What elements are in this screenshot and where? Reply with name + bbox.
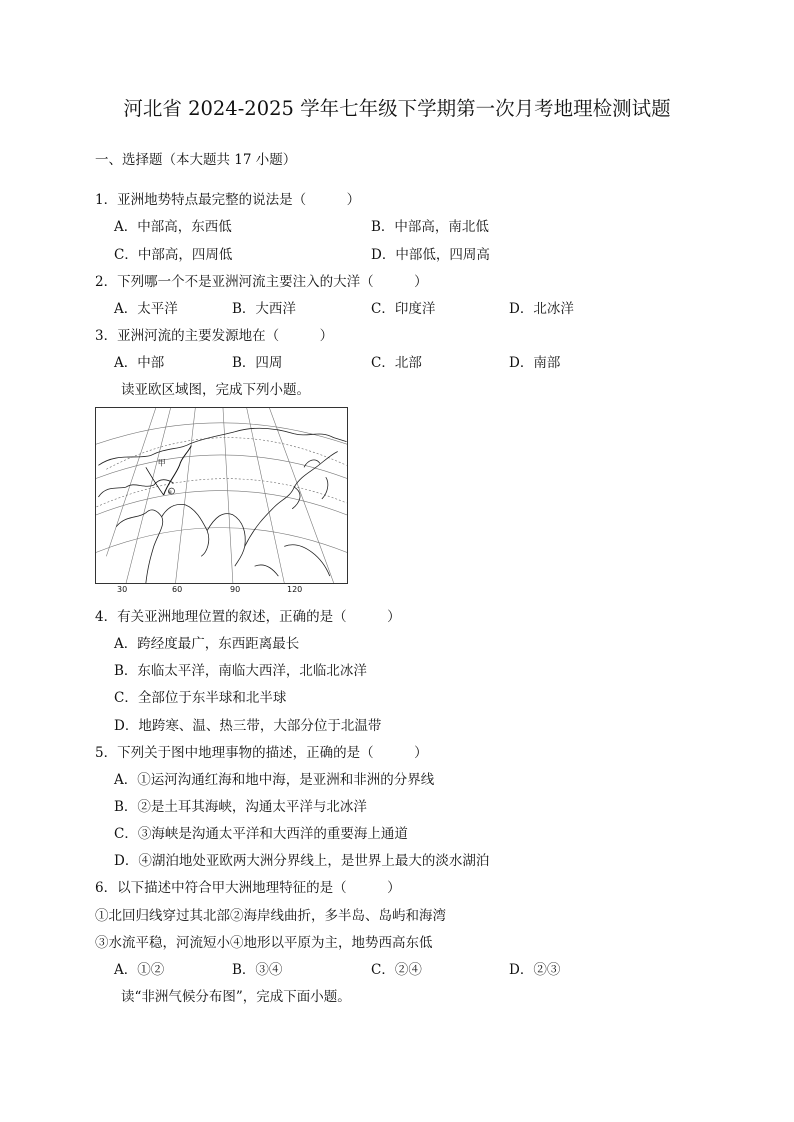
question-2-option-b: B．大西洋 xyxy=(232,301,296,317)
question-5-option-a: A．①运河沟通红海和地中海，是亚洲和非洲的分界线 xyxy=(114,772,435,788)
question-3-stem: 3．亚洲河流的主要发源地在（ ） xyxy=(95,328,334,344)
question-1-stem: 1．亚洲地势特点最完整的说法是（ ） xyxy=(95,192,361,208)
question-3-option-b: B．四周 xyxy=(232,355,283,371)
question-1-option-d: D．中部低，四周高 xyxy=(371,247,490,263)
map-lon-label-120: 120 xyxy=(287,585,303,594)
question-6-option-c: C．②④ xyxy=(371,962,422,978)
question-5-option-b: B．②是土耳其海峡，沟通太平洋与北冰洋 xyxy=(114,799,367,815)
map-graphic xyxy=(96,408,347,583)
question-5-option-c: C．③海峡是沟通太平洋和大西洋的重要海上通道 xyxy=(114,826,408,842)
map-lon-label-90: 90 xyxy=(230,585,241,594)
page-title: 河北省 2024-2025 学年七年级下学期第一次月考地理检测试题 xyxy=(123,97,671,120)
question-3-option-c: C．北部 xyxy=(371,355,422,371)
question-4-stem: 4．有关亚洲地理位置的叙述，正确的是（ ） xyxy=(95,609,401,625)
question-4-option-c: C．全部位于东半球和北半球 xyxy=(114,690,287,706)
next-intro-text: 读“非洲气候分布图”，完成下面小题。 xyxy=(121,989,351,1005)
section-heading: 一、选择题（本大题共 17 小题） xyxy=(95,152,297,168)
asia-europe-map xyxy=(95,407,348,584)
question-6-option-b: B．③④ xyxy=(232,962,283,978)
question-2-stem: 2．下列哪一个不是亚洲河流主要注入的大洋（ ） xyxy=(95,274,428,290)
question-2-option-d: D．北冰洋 xyxy=(509,301,574,317)
map-lon-label-30: 30 xyxy=(117,585,128,594)
question-6-statement-line-1: ①北回归线穿过其北部②海岸线曲折，多半岛、岛屿和海湾 xyxy=(95,908,446,924)
question-6-option-d: D．②③ xyxy=(509,962,561,978)
question-4-option-d: D．地跨寒、温、热三带，大部分位于北温带 xyxy=(114,718,382,734)
question-2-option-c: C．印度洋 xyxy=(371,301,436,317)
question-4-option-b: B．东临太平洋，南临大西洋，北临北冰洋 xyxy=(114,663,367,679)
map-lon-label-60: 60 xyxy=(172,585,183,594)
map-marker-4: ④ xyxy=(167,490,173,497)
question-6-statement-line-2: ③水流平稳，河流短小④地形以平原为主，地势西高东低 xyxy=(95,935,433,951)
question-6-stem: 6．以下描述中符合甲大洲地理特征的是（ ） xyxy=(95,880,401,896)
question-3-option-d: D．南部 xyxy=(509,355,561,371)
question-2-option-a: A．太平洋 xyxy=(114,301,178,317)
question-5-stem: 5．下列关于图中地理事物的描述，正确的是（ ） xyxy=(95,745,428,761)
question-1-option-c: C．中部高，四周低 xyxy=(114,247,233,263)
map-marker-jia: 甲 xyxy=(157,458,166,468)
question-5-option-d: D．④湖泊地处亚欧两大洲分界线上，是世界上最大的淡水湖泊 xyxy=(114,853,490,869)
question-6-option-a: A．①② xyxy=(114,962,165,978)
question-3-option-a: A．中部 xyxy=(114,355,165,371)
question-1-option-a: A．中部高，东西低 xyxy=(114,219,232,235)
question-4-option-a: A．跨经度最广，东西距离最长 xyxy=(114,636,300,652)
question-1-option-b: B．中部高，南北低 xyxy=(371,219,489,235)
map-intro-text: 读亚欧区域图，完成下列小题。 xyxy=(121,382,310,398)
